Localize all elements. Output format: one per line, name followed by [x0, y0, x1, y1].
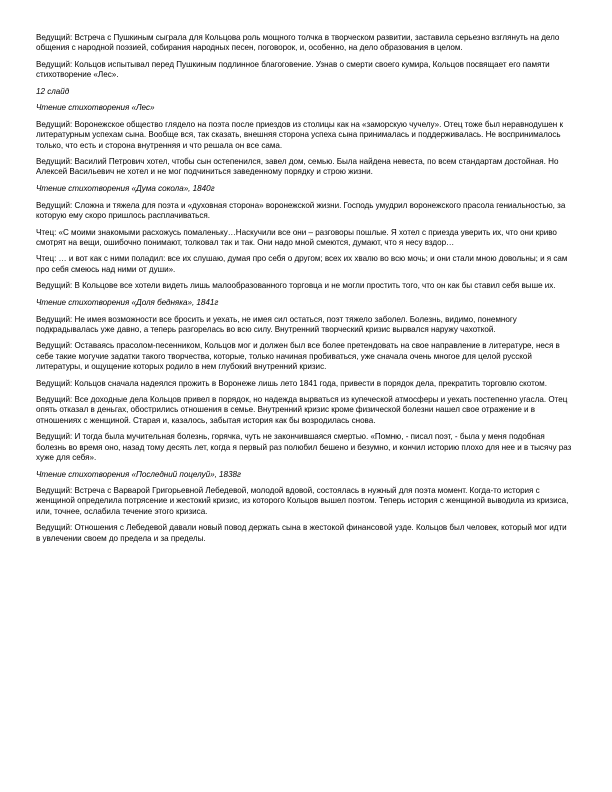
paragraph: Ведущий: Все доходные дела Кольцов привел в порядок, но надежда вырваться из купеческой атмосферы и уехать постепенно угасла. Отец опять отказал в деньгах, обострились отношения в семье. Внутренний кризис кроме физической болезни нашел свое отражение и в отношениях с женщиной. Старая и, казалось, забытая история как бы возродилась снова.	[36, 395, 568, 425]
paragraph: Ведущий: Встреча с Варварой Григорьевной Лебедевой, молодой вдовой, состоялась в нужный для поэта момент. Когда-то история с женщиной определила потрясение и жестокий кризис, из которого Кольцов вышел поэтом. Теперь история с женщиной выводила из кризиса, или, точнее, ослабила течение этого кризиса.	[36, 486, 569, 516]
reading-heading: Чтение стихотворения «Доля бедняка», 1841г	[36, 297, 219, 307]
slide-number: 12 слайд	[36, 86, 70, 96]
paragraph: Ведущий: Василий Петрович хотел, чтобы сын остепенился, завел дом, семью. Была найдена невеста, по всем стандартам достойная. Но Алексей Васильевич не хотел и не мог подчиниться заведенному порядку и строю жизни.	[36, 157, 559, 177]
paragraph: Ведущий: Кольцов сначала надеялся прожить в Воронеже лишь лето 1841 года, привести в порядок дела, прекратить торговлю скотом.	[36, 378, 547, 388]
reading-heading: Чтение стихотворения «Дума сокола», 1840г	[36, 184, 215, 194]
paragraph: Ведущий: Воронежское общество глядело на поэта после приездов из столицы как на «заморскую чучелу». Отец тоже был неравнодушен к литературным успехам сына. Вообще вся, так сказать, внешняя сторона успеха сына принималась и поддерживалась. Не воспринималось только, что есть и сторона внутренняя и что решала он все сама.	[36, 119, 563, 150]
paragraph: Ведущий: Кольцов испытывал перед Пушкиным подлинное благоговение. Узнав о смерти своего кумира, Кольцов посвящает его памяти стихотворение «Лес».	[36, 59, 550, 80]
paragraph: Чтец: «С моими знакомыми расхожусь помаленьку…Наскучили все они – разговоры пошлые. Я хотел с приезда уверить их, что они криво смотрят на вещи, ошибочно понимают, толковал так и так. Они надо мной смеются, думают, что я несу вздор…	[36, 227, 557, 247]
paragraph: Ведущий: Оставаясь прасолом-песенником, Кольцов мог и должен был все более претендовать на свое направление в литературе, неся в себе такие могучие задатки такого творчества, которые, только начиная пробиваться, уже сначала очень многое для целой русской литературы, и ощущение которых родило в нем глубокий внутренний кризис.	[36, 341, 560, 371]
paragraph: Чтец: … и вот как с ними поладил: все их слушаю, думая про себя о другом; всех их хвалю во всю мочь; и они стали мною довольны; и я сам про себя смеюсь над ними от души».	[36, 254, 568, 274]
paragraph: Ведущий: Сложна и тяжела для поэта и «духовная сторона» воронежской жизни. Господь умудрил воронежского прасола гениальностью, за которую ему скоро пришлось расплачиваться.	[36, 200, 566, 220]
paragraph: Ведущий: И тогда была мучительная болезнь, горячка, чуть не закончившаяся смертью. «Помню, - писал поэт, - была у меня подобная болезнь во время оно, назад тому десять лет, когда я первый раз полюбил бешено и безумно, и кончил историю плохо для нее и в тысячу раз хуже для себя».	[36, 432, 572, 462]
paragraph: Ведущий: В Кольцове все хотели видеть лишь малообразованного торговца и не могли простить того, что он как бы ставил себя выше их.	[36, 281, 556, 291]
reading-heading: Чтение стихотворения «Последний поцелуй», 1838г	[36, 469, 241, 479]
paragraph: Ведущий: Не имея возможности все бросить и уехать, не имея сил остаться, поэт тяжело заболел. Болезнь, видимо, понемногу подкрадывалась уже давно, а теперь разгорелась во всю силу. Внутренний творческий кризис вырвался наружу чахоткой.	[36, 314, 517, 334]
paragraph: Ведущий: Отношения с Лебедевой давали новый повод держать сына в жестокой финансовой узде. Кольцов был человек, который мог идти в увлечении своем до предела и за пределы.	[36, 523, 567, 543]
reading-heading: Чтение стихотворения «Лес»	[36, 103, 155, 113]
paragraph: Ведущий: Встреча с Пушкиным сыграла для Кольцова роль мощного толчка в творческом развитии, заставила серьезно взглянуть на дело общения с народной поэзией, собирания народных песен, поговорок, и, особенно, на дело образования в целом.	[36, 33, 560, 53]
